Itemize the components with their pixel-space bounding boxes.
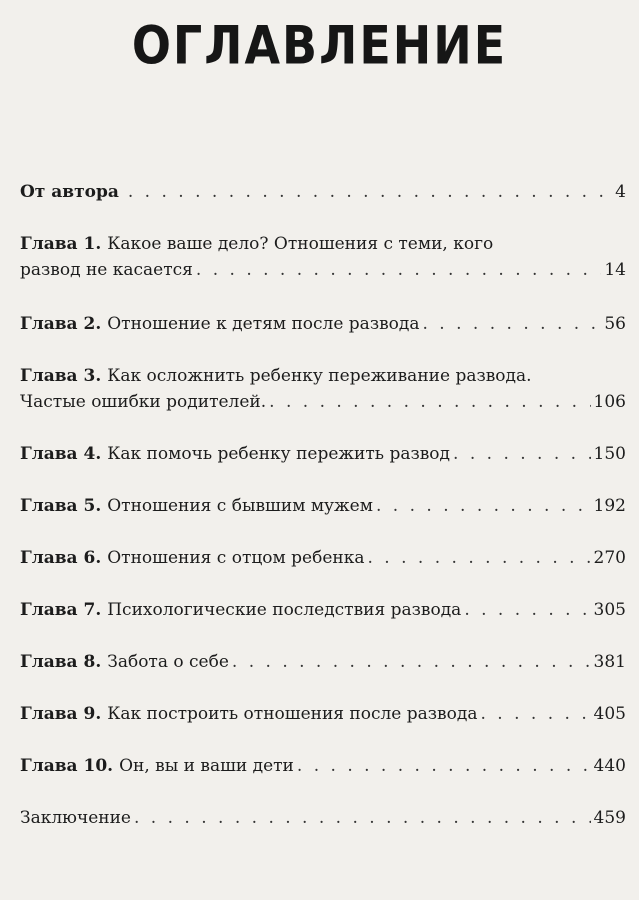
- toc-entry-page: 4: [615, 182, 626, 202]
- toc-entry-label: Глава 1.: [20, 234, 102, 254]
- toc-entry-label: Глава 2.: [20, 314, 102, 334]
- toc-entry-chapter-1: [20, 232, 626, 284]
- toc-entry-page: 150: [593, 444, 626, 464]
- toc-entry-chapter-9: [20, 702, 626, 728]
- leader-dots: [367, 546, 590, 570]
- toc-entry-author: [20, 180, 626, 206]
- toc-entry-page: 56: [604, 314, 626, 334]
- toc-entry-chapter-10: [20, 754, 626, 780]
- toc-entry-title-cont: развод не касается: [20, 260, 193, 280]
- toc-entry-title: Какое ваше дело? Отношения с теми, кого: [107, 234, 494, 254]
- toc-entry-page: 440: [593, 756, 626, 776]
- toc-entry-label: Глава 9.: [20, 704, 102, 724]
- toc-entry-chapter-3: [20, 364, 626, 416]
- leader-dots: [232, 650, 591, 674]
- toc-entry-chapter-8: [20, 650, 626, 676]
- toc-entry-title: Отношения с бывшим мужем: [107, 496, 373, 516]
- toc-entry-label: Глава 6.: [20, 548, 102, 568]
- toc-entry-page: 405: [593, 704, 626, 724]
- toc-entry-label: Глава 10.: [20, 756, 114, 776]
- leader-dots: [134, 806, 591, 830]
- toc-entry-chapter-5: [20, 494, 626, 520]
- leader-dots: [297, 754, 591, 778]
- toc-entry-page: 106: [593, 392, 626, 412]
- toc-entry-label: Глава 3.: [20, 366, 102, 386]
- toc-entry-chapter-7: [20, 598, 626, 624]
- toc-entry-title: Он, вы и ваши дети: [119, 756, 294, 776]
- toc-entry-page: 459: [593, 808, 626, 828]
- toc-entry-label: Глава 7.: [20, 600, 102, 620]
- toc-entry-label: Глава 8.: [20, 652, 102, 672]
- toc-entry-title: Забота о себе: [107, 652, 229, 672]
- leader-dots: [196, 258, 601, 282]
- toc-entry-chapter-2: [20, 312, 626, 338]
- toc-entry-title: Как осложнить ребенку переживание развода.: [107, 366, 532, 386]
- toc-entry-chapter-6: [20, 546, 626, 572]
- toc-entry-title: Психологические последствия развода: [107, 600, 462, 620]
- toc-entry-label: Глава 5.: [20, 496, 102, 516]
- toc-entry-title: Как помочь ребенку пережить развод: [107, 444, 451, 464]
- leader-dots: [423, 312, 602, 336]
- leader-dots: [464, 598, 590, 622]
- leader-dots: [128, 180, 612, 204]
- toc-entry-page: 192: [593, 496, 626, 516]
- toc-entry-title: Как построить отношения после развода: [107, 704, 478, 724]
- toc-entry-page: 305: [593, 600, 626, 620]
- toc-entry-title: Отношения с отцом ребенка: [107, 548, 365, 568]
- toc-entry-title: Отношение к детям после развода: [107, 314, 420, 334]
- leader-dots: [376, 494, 591, 518]
- toc-entry-label: От автора: [20, 182, 119, 202]
- toc-entry-title-cont: Частые ошибки родителей.: [20, 392, 267, 412]
- toc-entry-page: 270: [593, 548, 626, 568]
- toc-entry-page: 14: [604, 260, 626, 280]
- toc-entry-conclusion: [20, 806, 626, 832]
- leader-dots: [480, 702, 590, 726]
- toc-entry-title: Заключение: [20, 808, 131, 828]
- leader-dots: [453, 442, 591, 466]
- toc-entry-page: 381: [593, 652, 626, 672]
- toc-entry-chapter-4: [20, 442, 626, 468]
- page-title: ОГЛАВЛЕНИЕ: [131, 13, 508, 77]
- toc-entry-label: Глава 4.: [20, 444, 102, 464]
- leader-dots: [269, 390, 590, 414]
